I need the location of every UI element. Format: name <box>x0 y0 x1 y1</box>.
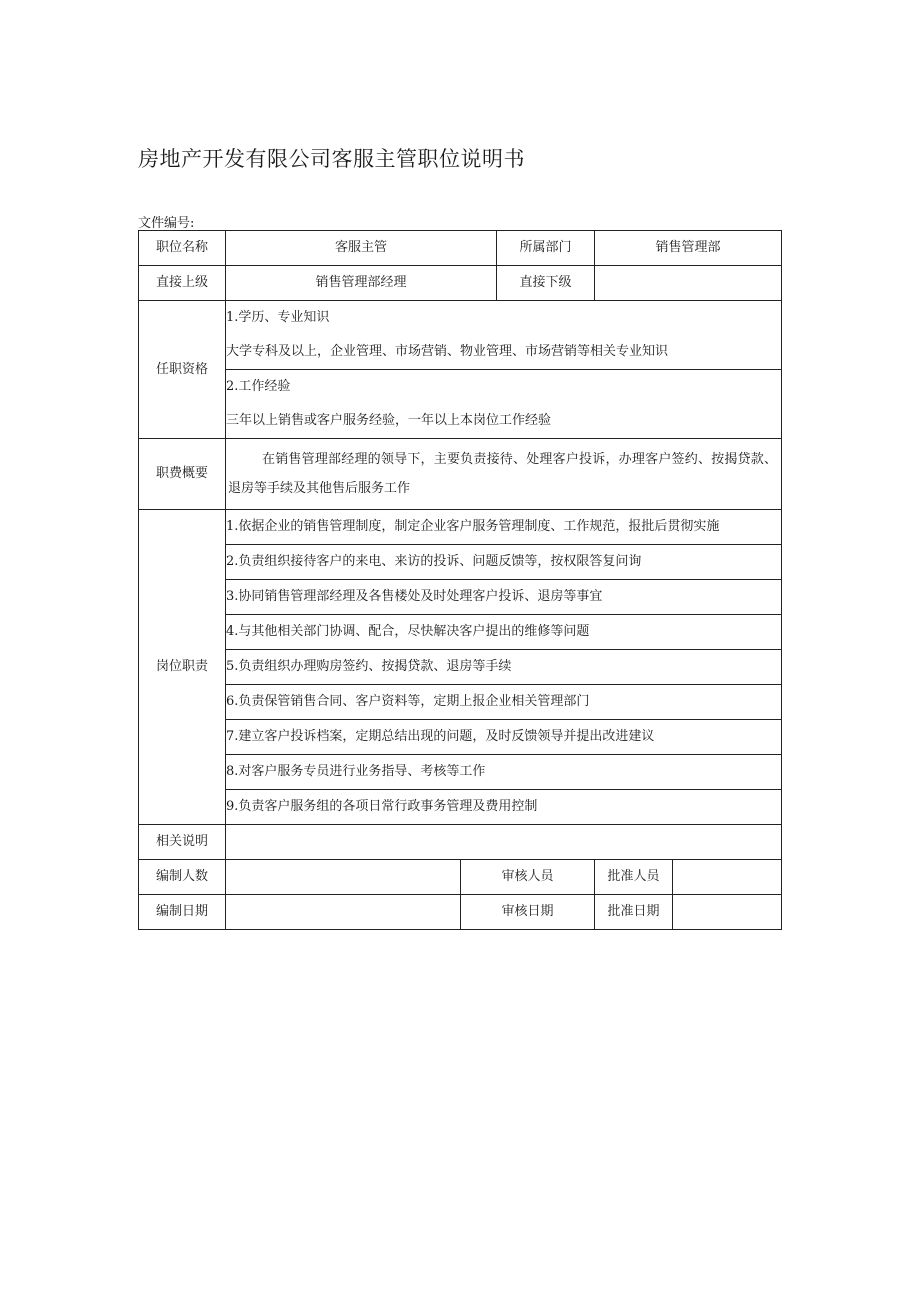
duty-item: 8.对客户服务专员进行业务指导、考核等工作 <box>226 755 782 790</box>
table-row <box>139 510 782 545</box>
table-row <box>139 860 782 895</box>
table-row <box>139 335 782 370</box>
table-row <box>139 825 782 860</box>
approved-by-value <box>673 860 782 895</box>
table-row <box>139 685 782 720</box>
table-row <box>139 895 782 930</box>
table-row <box>139 790 782 825</box>
overview-cell <box>226 439 782 510</box>
qualification-detail: 三年以上销售或客户服务经验，一年以上本岗位工作经验 <box>226 404 782 439</box>
table-row <box>139 301 782 336</box>
overview-text: 在销售管理部经理的领导下，主要负责接待、处理客户投诉，办理客户签约、按揭贷款、退房等手续及其他售后服务工作 <box>228 452 778 496</box>
notes-value <box>226 825 782 860</box>
duties-label: 岗位职责 <box>139 510 226 825</box>
direct-subordinate-label: 直接下级 <box>497 266 595 301</box>
duty-item: 5.负责组织办理购房签约、按揭贷款、退房等手续 <box>226 650 782 685</box>
department-value: 销售管理部 <box>595 231 782 266</box>
duty-item: 9.负责客户服务组的各项日常行政事务管理及费用控制 <box>226 790 782 825</box>
qualification-heading: 1.学历、专业知识 <box>226 301 782 336</box>
direct-subordinate-value <box>595 266 782 301</box>
table-row <box>139 650 782 685</box>
qualifications-label: 任职资格 <box>139 301 226 439</box>
table-row <box>139 439 782 510</box>
approved-date-label: 批准日期 <box>595 895 673 930</box>
duty-item: 3.协同销售管理部经理及各售楼处及时处理客户投诉、退房等事宜 <box>226 580 782 615</box>
table-row <box>139 615 782 650</box>
table-row <box>139 404 782 439</box>
reviewed-by-label: 审核人员 <box>461 860 595 895</box>
table-row <box>139 370 782 405</box>
duty-item: 4.与其他相关部门协调、配合，尽快解决客户提出的维修等问题 <box>226 615 782 650</box>
table-row <box>139 231 782 266</box>
page-title: 房地产开发有限公司客服主管职位说明书 <box>138 147 525 171</box>
notes-label: 相关说明 <box>139 825 226 860</box>
position-name-value: 客服主管 <box>226 231 497 266</box>
overview-label: 职费概要 <box>139 439 226 510</box>
approved-by-label: 批准人员 <box>595 860 673 895</box>
direct-superior-value: 销售管理部经理 <box>226 266 497 301</box>
reviewed-date-label: 审核日期 <box>461 895 595 930</box>
position-name-label: 职位名称 <box>139 231 226 266</box>
duty-item: 6.负责保管销售合同、客户资料等，定期上报企业相关管理部门 <box>226 685 782 720</box>
file-number-label: 文件编号: <box>138 216 195 231</box>
job-description-table <box>138 230 782 930</box>
compiled-by-value <box>226 860 461 895</box>
table-row <box>139 755 782 790</box>
qualification-detail: 大学专科及以上，企业管理、市场营销、物业管理、市场营销等相关专业知识 <box>226 335 782 370</box>
compiled-date-label: 编制日期 <box>139 895 226 930</box>
table-row <box>139 266 782 301</box>
table-row <box>139 545 782 580</box>
table-row <box>139 580 782 615</box>
duty-item: 7.建立客户投诉档案，定期总结出现的问题，及时反馈领导并提出改进建议 <box>226 720 782 755</box>
approved-date-value <box>673 895 782 930</box>
duty-item: 1.依据企业的销售管理制度，制定企业客户服务管理制度、工作规范，报批后贯彻实施 <box>226 510 782 545</box>
table-row <box>139 720 782 755</box>
department-label: 所属部门 <box>497 231 595 266</box>
compiled-by-label: 编制人数 <box>139 860 226 895</box>
compiled-date-value <box>226 895 461 930</box>
duty-item: 2.负责组织接待客户的来电、来访的投诉、问题反馈等，按权限答复问询 <box>226 545 782 580</box>
direct-superior-label: 直接上级 <box>139 266 226 301</box>
qualification-heading: 2.工作经验 <box>226 370 782 405</box>
